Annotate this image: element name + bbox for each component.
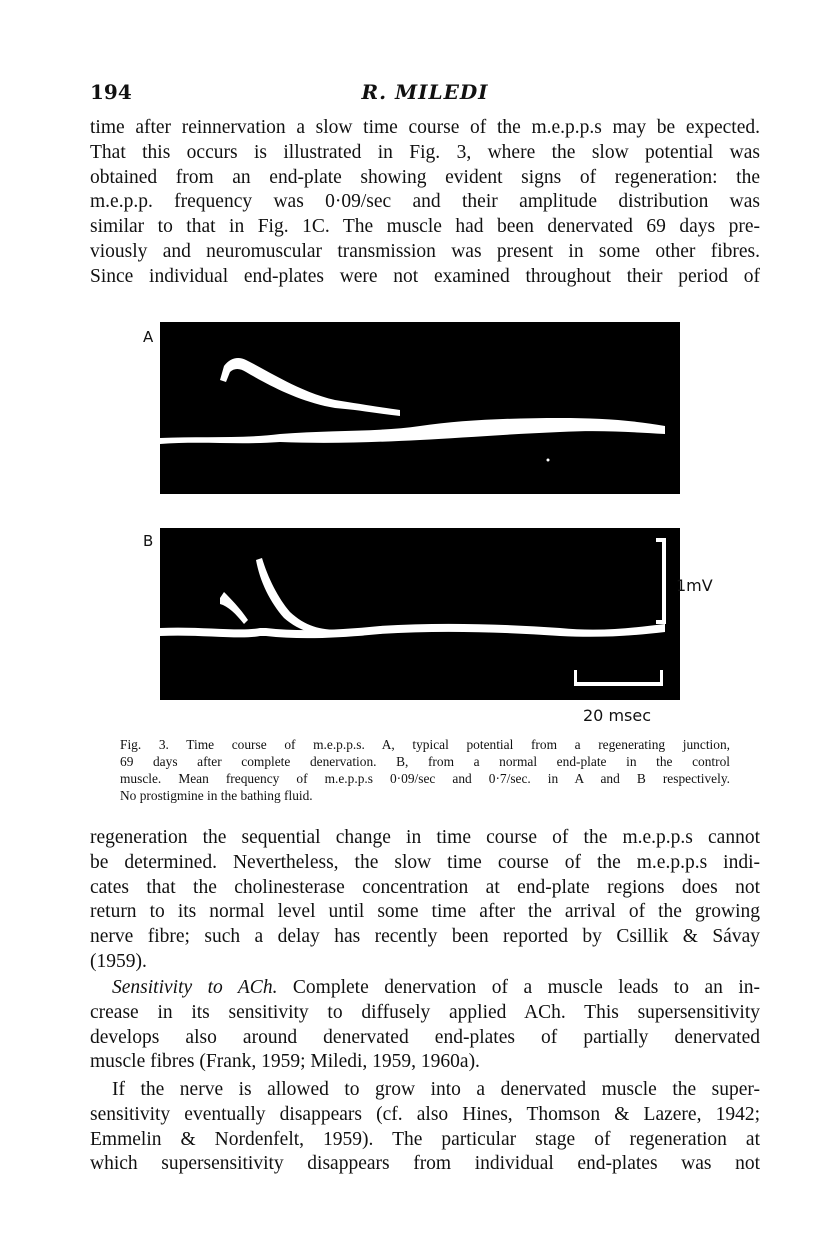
text-line: sensitivity eventually disappears (cf. also Hines, Thomson & Lazere, 1942; bbox=[90, 1103, 760, 1125]
text-line: viously and neuromuscular transmission was present in some other fibres. bbox=[90, 240, 760, 262]
panel-a-label: A bbox=[143, 328, 154, 346]
text-line: be determined. Nevertheless, the slow time course of the m.e.p.p.s indi- bbox=[90, 851, 760, 873]
text-line: cates that the cholinesterase concentration at end-plate regions does not bbox=[90, 876, 760, 898]
text-line: If the nerve is allowed to grow into a denervated muscle the super- bbox=[112, 1079, 760, 1100]
text-line: muscle fibres (Frank, 1959; Miledi, 1959, 1960a). bbox=[90, 1051, 480, 1073]
text-line: which supersensitivity disappears from individual end-plates was not bbox=[90, 1153, 760, 1175]
paragraph-top bbox=[90, 116, 760, 290]
panel-b-label: B bbox=[143, 532, 154, 550]
section-sensitivity bbox=[90, 976, 760, 1075]
text-line: crease in its sensitivity to diffusely applied ACh. This supersensitivity bbox=[90, 1001, 760, 1023]
figure-3 bbox=[140, 318, 720, 728]
voltage-calibration-label: 1mV bbox=[676, 576, 713, 595]
page-header bbox=[90, 80, 760, 110]
page-number: 194 bbox=[90, 80, 132, 104]
section-text: Complete denervation of a muscle leads to an in- bbox=[277, 977, 760, 998]
caption-line: 69 days after complete denervation. B, from a normal end-plate in the control bbox=[120, 754, 730, 769]
section-heading: Sensitivity to ACh. bbox=[112, 977, 278, 998]
paragraph-continued bbox=[90, 826, 760, 975]
paragraph-last bbox=[90, 1078, 760, 1177]
text-line: regeneration the sequential change in time course of the m.e.p.p.s cannot bbox=[90, 827, 760, 848]
text-line: return to its normal level until some time after the arrival of the growing bbox=[90, 901, 760, 923]
trace-a-svg bbox=[160, 322, 680, 494]
panel-b-trace bbox=[160, 528, 680, 700]
text-line bbox=[90, 976, 760, 1001]
text-line: That this occurs is illustrated in Fig. 3, where the slow potential was bbox=[90, 141, 760, 163]
time-calibration-label: 20 msec bbox=[583, 706, 652, 725]
running-title: R. MILEDI bbox=[361, 80, 489, 104]
text-line: m.e.p.p. frequency was 0·09/sec and their amplitude distribution was bbox=[90, 191, 760, 213]
text-line: similar to that in Fig. 1C. The muscle had been denervated 69 days pre- bbox=[90, 216, 760, 238]
text-line: develops also around denervated end-plates of partially denervated bbox=[90, 1026, 760, 1048]
caption-line: muscle. Mean frequency of m.e.p.p.s 0·09/sec and 0·7/sec. in A and B respectively. bbox=[120, 771, 730, 786]
trace-b-svg bbox=[160, 528, 680, 700]
text-line: Since individual end-plates were not examined throughout their period of bbox=[90, 265, 760, 287]
text-line: Emmelin & Nordenfelt, 1959). The particular stage of regeneration at bbox=[90, 1128, 760, 1150]
text-line: (1959). bbox=[90, 950, 147, 972]
figure-caption bbox=[120, 736, 730, 804]
text-line: obtained from an end-plate showing evident signs of regeneration: the bbox=[90, 166, 760, 188]
caption-line: Fig. 3. Time course of m.e.p.p.s. A, typical potential from a regenerating junction, bbox=[120, 737, 730, 752]
text-line: nerve fibre; such a delay has recently been reported by Csillik & Sávay bbox=[90, 926, 760, 948]
panel-a-trace bbox=[160, 322, 680, 494]
caption-line: No prostigmine in the bathing fluid. bbox=[120, 788, 313, 803]
text-line: time after reinnervation a slow time course of the m.e.p.p.s may be expected. bbox=[90, 117, 760, 138]
